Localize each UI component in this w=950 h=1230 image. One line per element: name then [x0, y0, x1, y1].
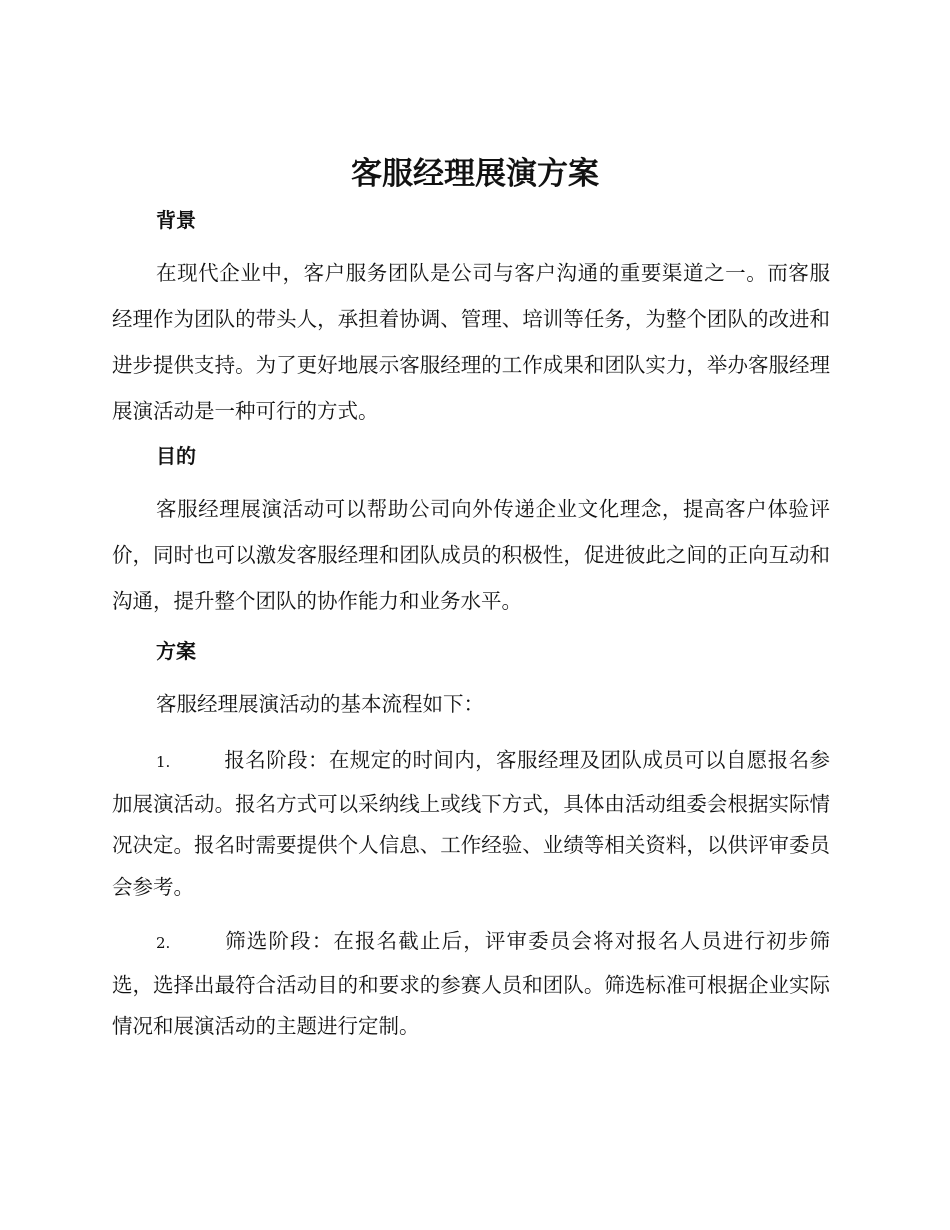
- paragraph-purpose: 客服经理展演活动可以帮助公司向外传递企业文化理念，提高客户体验评价，同时也可以激发客服经理和团队成员的积极性，促进彼此之间的正向互动和沟通，提升整个团队的协作能力和业务水平。: [112, 497, 830, 613]
- list-item-text: 筛选阶段：在报名截止后，评审委员会将对报名人员进行初步筛选，选择出最符合活动目的和要求的参赛人员和团队。筛选标准可根据企业实际情况和展演活动的主题进行定制。: [112, 929, 830, 1038]
- section-heading-purpose: 目的: [156, 444, 196, 468]
- list-item-text: 报名阶段：在规定的时间内，客服经理及团队成员可以自愿报名参加展演活动。报名方式可以采纳线上或线下方式，具体由活动组委会根据实际情况决定。报名时需要提供个人信息、工作经验、业绩等相关资料，以供评审委员会参考。: [112, 748, 830, 899]
- section-heading-plan: 方案: [156, 639, 196, 663]
- list-item-number: 2.: [156, 934, 171, 952]
- list-item: [112, 740, 830, 908]
- list-item-number: 1.: [156, 753, 171, 771]
- list-item: [112, 921, 830, 1048]
- paragraph-background: 在现代企业中，客户服务团队是公司与客户沟通的重要渠道之一。而客服经理作为团队的带头人，承担着协调、管理、培训等任务，为整个团队的改进和进步提供支持。为了更好地展示客服经理的工作成果和团队实力，举办客服经理展演活动是一种可行的方式。: [112, 261, 830, 423]
- document-title: 客服经理展演方案: [351, 156, 599, 192]
- section-heading-background: 背景: [156, 208, 196, 232]
- paragraph-plan-intro: 客服经理展演活动的基本流程如下：: [156, 692, 484, 716]
